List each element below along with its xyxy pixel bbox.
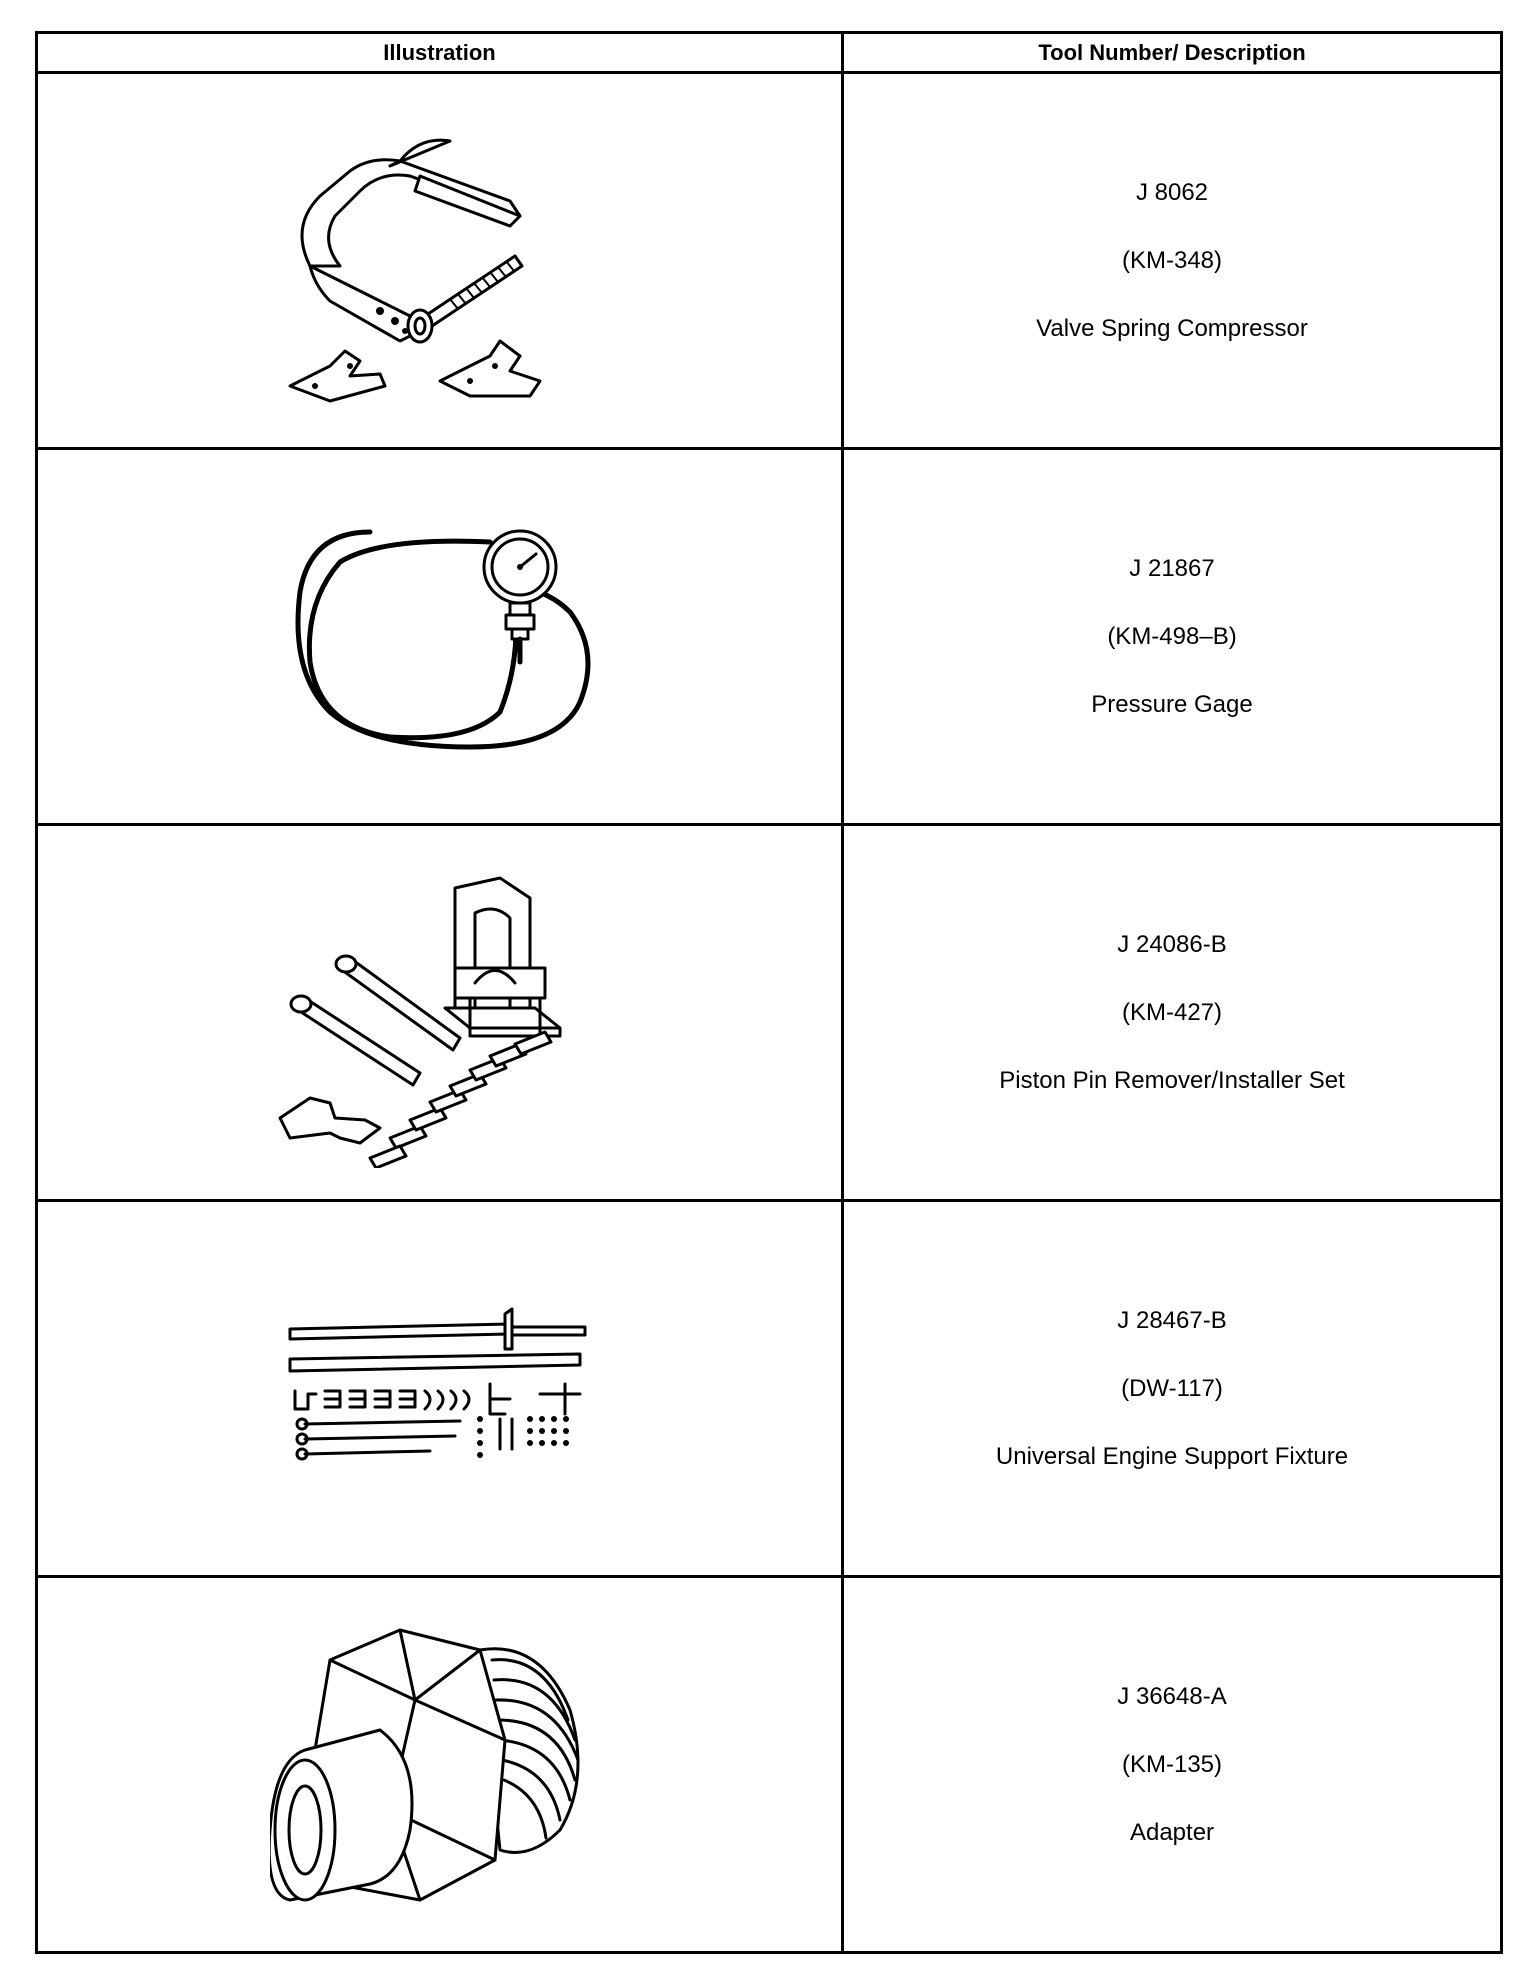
tool-description: Adapter <box>1129 1818 1215 1846</box>
table-row <box>37 73 1502 449</box>
illustration-cell <box>37 1577 843 1953</box>
tool-alt-number: (KM-427) <box>1121 998 1223 1026</box>
special-tools-table <box>35 31 1503 1954</box>
tool-description: Piston Pin Remover/Installer Set <box>999 1066 1345 1094</box>
tool-number: J 8062 <box>1135 178 1209 206</box>
tool-alt-number: (KM-498–B) <box>1107 622 1237 650</box>
table-row <box>37 1201 1502 1577</box>
engine-support-fixture-icon <box>280 1299 600 1479</box>
tool-description-cell <box>843 449 1502 825</box>
tool-description-cell <box>843 1201 1502 1577</box>
adapter-icon <box>270 1610 610 1920</box>
tool-description: Universal Engine Support Fixture <box>995 1442 1349 1470</box>
tool-number: J 36648-A <box>1117 1682 1227 1710</box>
tool-alt-number: (DW-117) <box>1121 1374 1223 1402</box>
table-row <box>37 449 1502 825</box>
header-illustration: Illustration <box>37 33 843 73</box>
pressure-gage-icon <box>270 512 610 762</box>
tool-number: J 21867 <box>1129 554 1215 582</box>
valve-spring-compressor-icon <box>270 116 610 406</box>
table-row <box>37 1577 1502 1953</box>
illustration-cell <box>37 825 843 1201</box>
illustration-cell <box>37 73 843 449</box>
tool-number: J 24086-B <box>1117 930 1227 958</box>
tool-description-cell <box>843 1577 1502 1953</box>
tool-description: Valve Spring Compressor <box>1036 314 1308 342</box>
piston-pin-set-icon <box>270 858 610 1168</box>
table-row <box>37 825 1502 1201</box>
table-header-row <box>37 33 1502 73</box>
tool-number: J 28467-B <box>1117 1306 1227 1334</box>
tool-alt-number: (KM-348) <box>1121 246 1223 274</box>
tool-description-cell <box>843 73 1502 449</box>
tool-alt-number: (KM-135) <box>1121 1750 1223 1778</box>
tool-description: Pressure Gage <box>1091 690 1253 718</box>
header-tool-description: Tool Number/ Description <box>843 33 1502 73</box>
tool-description-cell <box>843 825 1502 1201</box>
illustration-cell <box>37 449 843 825</box>
illustration-cell <box>37 1201 843 1577</box>
